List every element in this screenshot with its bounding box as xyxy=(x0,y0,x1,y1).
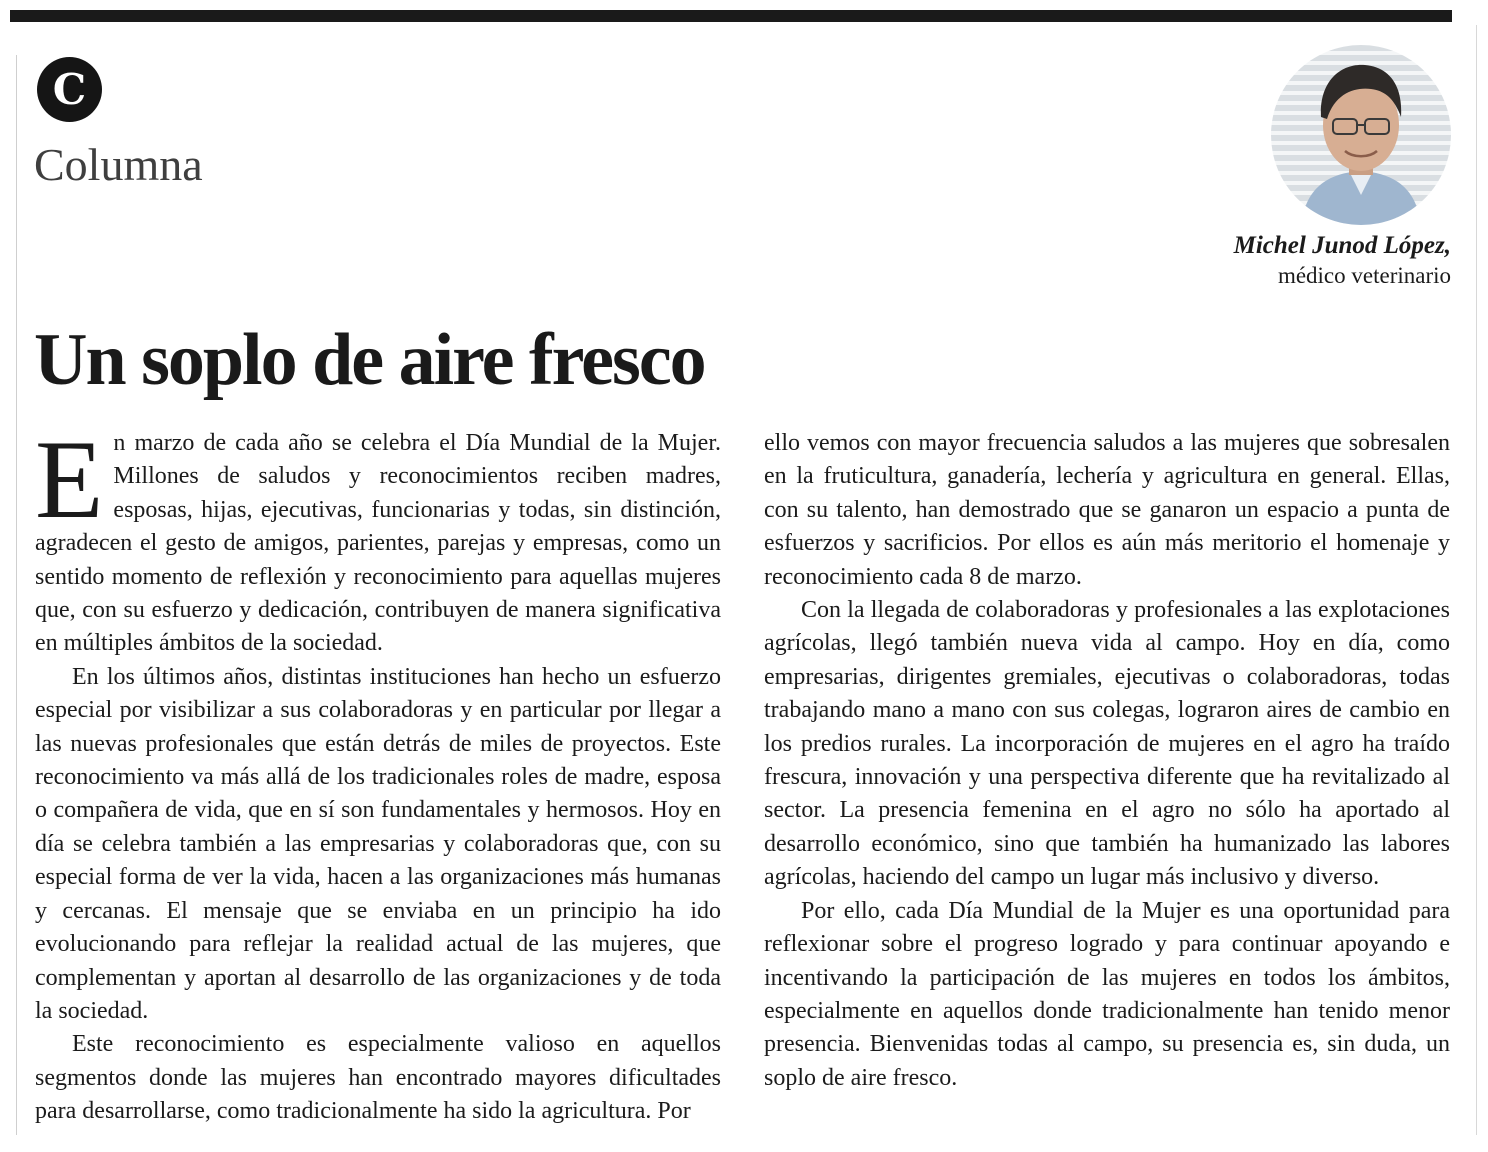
author-name: Michel Junod López, xyxy=(1233,232,1451,259)
article-paragraph: Con la llegada de colaboradoras y profesionales a las explotaciones agrícolas, llegó también nueva vida al campo. Hoy en día, como empresarias, dirigentes gremiales, ejecutivas o colaboradoras, todas trabajando mano a mano con sus colegas, lograron aires de cambio en los predios rurales. La incorporación de mujeres en el agro ha traído frescura, innovación y una perspectiva diferente que ha revitalizado al sector. La presencia femenina en el agro no sólo ha aportado al desarrollo económico, sino que también ha humanizado las labores agrícolas, haciendo del campo un lugar más inclusivo y diverso. xyxy=(764,597,1450,891)
article-paragraph: ello vemos con mayor frecuencia saludos a las mujeres que sobresalen en la fruticultura, ganadería, lechería y agricultura en general. Ellas, con su talento, han demostrado que se ganaron un espacio a punta de esfuerzos y sacrificios. Por ellos es aún más meritorio el homenaje y reconocimiento cada 8 de marzo. xyxy=(764,430,1450,590)
article-column-left xyxy=(35,418,721,1129)
author-portrait xyxy=(1271,45,1451,225)
article-paragraph: Por ello, cada Día Mundial de la Mujer es una oportunidad para reflexionar sobre el progreso logrado y para continuar apoyando e incentivando la participación de las mujeres en todos los ámbitos, especialmente en aquellos donde tradicionalmente han tenido menor presencia. Bienvenidas todas al campo, su presencia es, sin duda, un soplo de aire fresco. xyxy=(764,897,1450,1091)
article-paragraph: En los últimos años, distintas instituciones han hecho un esfuerzo especial por visibilizar a sus colaboradoras y en particular por llegar a las nuevas profesionales que están detrás de miles de proyectos. Este reconocimiento va más allá de los tradicionales roles de madre, esposa o compañera de vida, que en sí son fundamentales y hermosos. Hoy en día se celebra también a las empresarias y colaboradoras que, con su especial forma de ver la vida, hacen a las organizaciones más humanas y cercanas. El mensaje que se enviaba en un principio ha ido evolucionando para reflejar la realidad actual de las mujeres, que complementan y aportan al desarrollo de las organizaciones y de toda la sociedad. xyxy=(35,663,721,1024)
section-badge: C xyxy=(37,57,102,122)
article-headline: Un soplo de aire fresco xyxy=(34,319,705,401)
author-role: médico veterinario xyxy=(1277,263,1451,288)
paragraph-text: n marzo de cada año se celebra el Día Mundial de la Mujer. Millones de saludos y reconocimientos reciben madres, esposas, hijas, ejecutivas, funcionarias y todas, sin distinción, agradecen el gesto de amigos, parientes, parejas y empresas, como un sentido momento de reflexión y reconocimiento para aquellas mujeres que, con su esfuerzo y dedicación, contribuyen de manera significativa en múltiples ámbitos de la sociedad. xyxy=(35,430,721,657)
article-paragraph xyxy=(35,418,721,661)
section-label: Columna xyxy=(34,139,203,190)
article-paragraph: Este reconocimiento es especialmente valioso en aquellos segmentos donde las mujeres han encontrado mayores dificultades para desarrollarse, como tradicionalmente ha sido la agricultura. Por xyxy=(35,1031,721,1125)
left-column-rule xyxy=(16,55,17,1135)
right-column-rule xyxy=(1476,25,1477,1135)
drop-cap: E xyxy=(35,418,104,542)
article-column-right xyxy=(764,427,1450,1095)
author-portrait-illustration xyxy=(1271,45,1451,225)
top-rule xyxy=(10,10,1452,22)
